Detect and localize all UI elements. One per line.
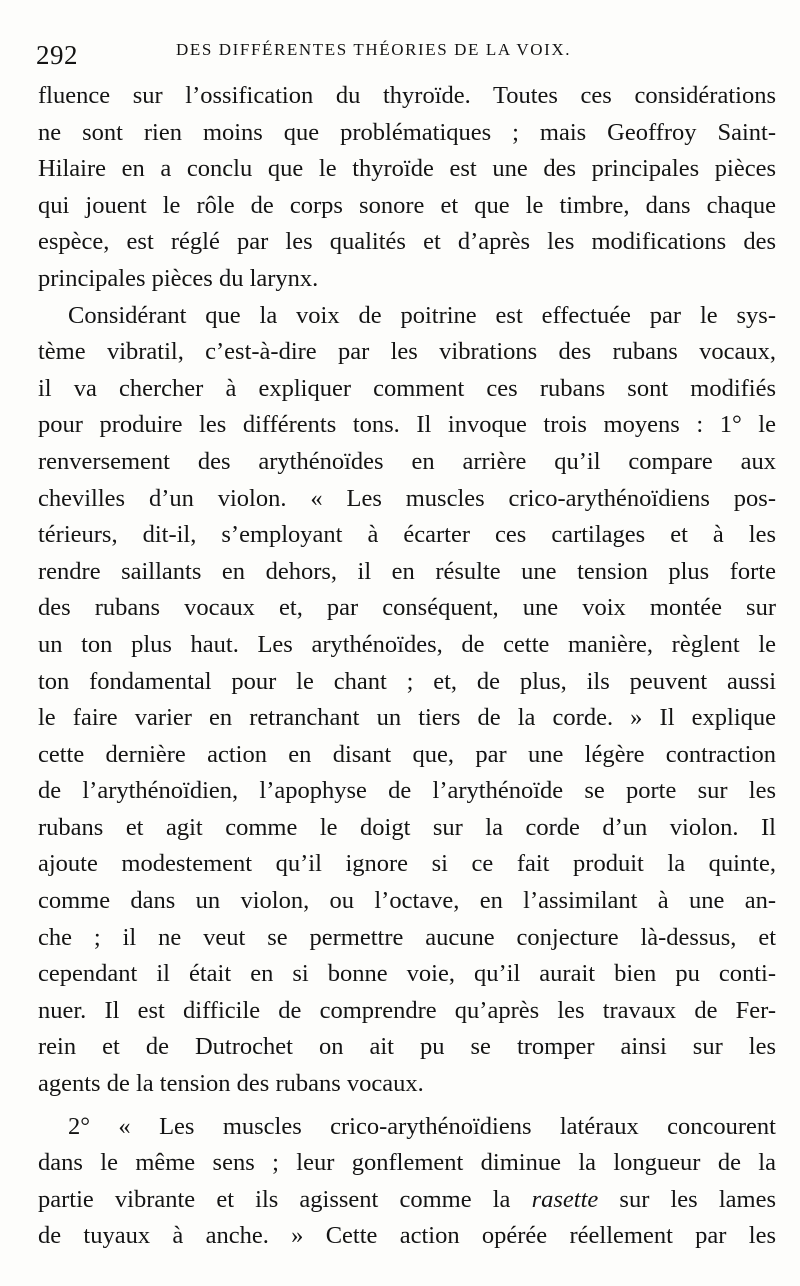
text-line: comme dans un violon, ou l’octave, en l’assimilant à une an- (38, 887, 776, 915)
text-line: qui jouent le rôle de corps sonore et que le timbre, dans chaque (38, 191, 776, 219)
text-line: il va chercher à expliquer comment ces rubans sont modifiés (38, 374, 776, 402)
text-line: de l’arythénoïdien, l’apophyse de l’arythénoïde se porte sur les (38, 777, 776, 805)
text-line: des rubans vocaux et, par conséquent, une voix montée sur (38, 594, 776, 622)
text-line: 2° « Les muscles crico-arythénoïdiens latéraux concourent (68, 1112, 776, 1140)
text-line: Considérant que la voix de poitrine est effectuée par le sys- (68, 301, 776, 329)
text-line: renversement des arythénoïdes en arrière qu’il compare aux (38, 447, 776, 475)
paragraph (38, 1109, 776, 1255)
text-line: agents de la tension des rubans vocaux. (38, 1070, 424, 1098)
text-line: ajoute modestement qu’il ignore si ce fait produit la quinte, (38, 850, 776, 878)
text-segment: partie vibrante et ils agissent comme la (38, 1185, 532, 1213)
text-line: nuer. Il est difficile de comprendre qu’après les travaux de Fer- (38, 996, 776, 1024)
text-line: pour produire les différents tons. Il invoque trois moyens : 1° le (38, 411, 776, 439)
text-line: ton fondamental pour le chant ; et, de plus, ils peuvent aussi (38, 667, 776, 695)
body-text (38, 78, 776, 1255)
text-line (38, 1182, 776, 1219)
text-line: Hilaire en a conclu que le thyroïde est une des principales pièces (38, 155, 776, 183)
paragraph (38, 298, 776, 1103)
text-line: tème vibratil, c’est-à-dire par les vibrations des rubans vocaux, (38, 338, 776, 366)
text-line: cette dernière action en disant que, par une légère contraction (38, 740, 776, 768)
text-segment: sur les lames (598, 1185, 776, 1213)
text-line: térieurs, dit-il, s’employant à écarter ces cartilages et à les (38, 521, 776, 549)
text-line: fluence sur l’ossification du thyroïde. Toutes ces considérations (38, 82, 776, 109)
text-line: de tuyaux à anche. » Cette action opérée réellement par les (38, 1222, 776, 1250)
text-line: espèce, est réglé par les qualités et d’après les modifications des (38, 228, 776, 256)
italic-term: rasette (531, 1185, 599, 1213)
text-line: le faire varier en retranchant un tiers de la corde. » Il explique (38, 704, 776, 732)
page-number: 292 (36, 40, 78, 70)
text-line: rubans et agit comme le doigt sur la corde d’un violon. Il (38, 813, 776, 841)
page-header (36, 28, 776, 68)
running-head: DES DIFFÉRENTES THÉORIES DE LA VOIX. (176, 40, 572, 59)
text-line: principales pièces du larynx. (38, 264, 319, 292)
text-line: rein et de Dutrochet on ait pu se tromper ainsi sur les (38, 1033, 776, 1061)
text-line: ne sont rien moins que problématiques ; mais Geoffroy Saint- (38, 118, 776, 146)
text-line: rendre saillants en dehors, il en résulte une tension plus forte (38, 557, 776, 585)
text-line: che ; il ne veut se permettre aucune conjecture là-dessus, et (38, 923, 776, 951)
text-line: chevilles d’un violon. « Les muscles crico-arythénoïdiens pos- (38, 484, 776, 512)
paragraph (38, 78, 776, 298)
text-line: dans le même sens ; leur gonflement diminue la longueur de la (38, 1149, 776, 1177)
text-line: un ton plus haut. Les arythénoïdes, de cette manière, règlent le (38, 630, 776, 658)
text-line: cependant il était en si bonne voie, qu’il aurait bien pu conti- (38, 960, 776, 988)
